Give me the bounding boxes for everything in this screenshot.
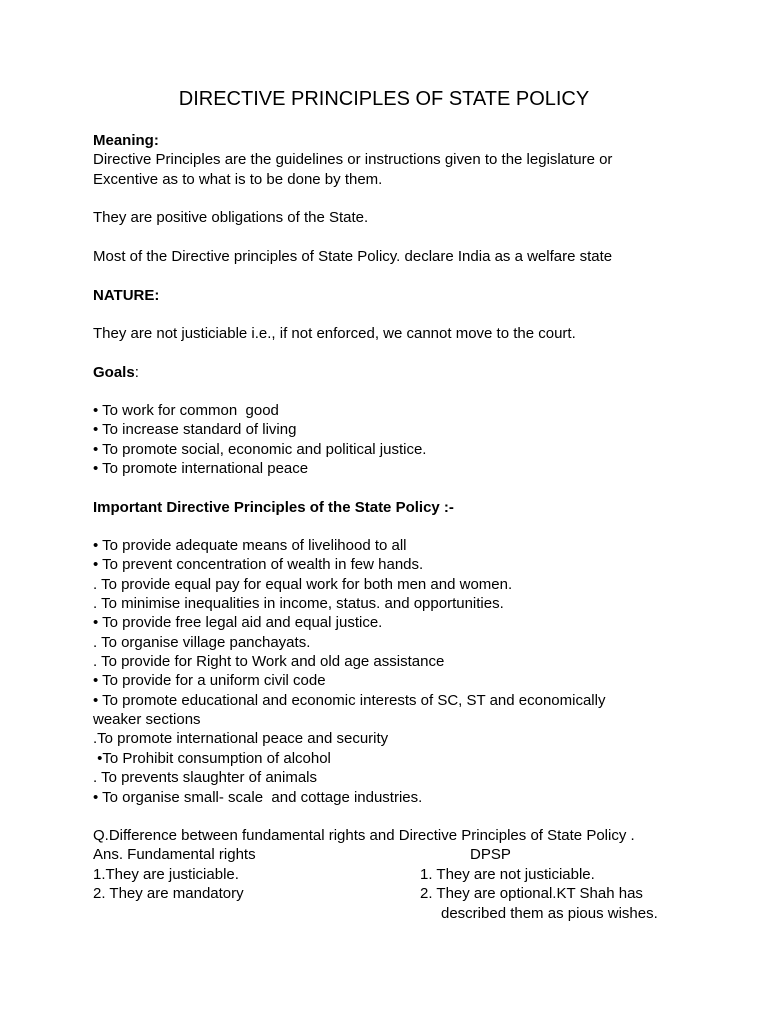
meaning-line-2: Excentive as to what is to be done by them. (93, 171, 383, 188)
dpsp-point-1: 1. They are not justiciable. (420, 866, 595, 883)
important-item: . To provide for Right to Work and old age assistance (93, 653, 445, 670)
fundamental-right-1: 1.They are justiciable. (93, 866, 239, 883)
answer-label-fundamental-rights: Ans. Fundamental rights (93, 846, 256, 863)
nature-text: They are not justiciable i.e., if not enforced, we cannot move to the court. (93, 325, 576, 342)
important-heading: Important Directive Principles of the State Policy :- (93, 499, 454, 516)
important-item: . To provide equal pay for equal work for both men and women. (93, 576, 513, 593)
goals-item: • To promote international peace (93, 460, 309, 477)
important-item: . To organise village panchayats. (93, 634, 311, 651)
goals-heading-line (93, 363, 139, 382)
important-item: weaker sections (93, 711, 201, 728)
important-item: • To promote educational and economic interests of SC, ST and economically (93, 692, 606, 709)
meaning-heading: Meaning: (93, 132, 159, 149)
answer-label-dpsp: DPSP (470, 846, 511, 863)
dpsp-point-2-continued: described them as pious wishes. (441, 905, 658, 922)
goals-colon: : (134, 364, 139, 381)
goals-heading: Goals (93, 364, 135, 381)
important-item: •To Prohibit consumption of alcohol (93, 750, 331, 767)
important-item: • To provide for a uniform civil code (93, 672, 326, 689)
dpsp-point-2: 2. They are optional.KT Shah has (420, 885, 643, 902)
page-title: DIRECTIVE PRINCIPLES OF STATE POLICY (178, 88, 590, 110)
meaning-paragraph-2: They are positive obligations of the State. (93, 209, 369, 226)
goals-item: • To increase standard of living (93, 421, 297, 438)
goals-item: • To promote social, economic and political justice. (93, 441, 427, 458)
difference-question: Q.Difference between fundamental rights and Directive Principles of State Policy . (93, 827, 635, 844)
fundamental-right-2: 2. They are mandatory (93, 885, 244, 902)
important-item: • To provide adequate means of livelihood to all (93, 537, 407, 554)
important-item: • To prevent concentration of wealth in few hands. (93, 556, 424, 573)
important-item: .To promote international peace and security (93, 730, 389, 747)
important-item: . To prevents slaughter of animals (93, 769, 318, 786)
goals-item: • To work for common good (93, 402, 279, 419)
important-item: • To provide free legal aid and equal justice. (93, 614, 383, 631)
meaning-paragraph-3: Most of the Directive principles of State Policy. declare India as a welfare state (93, 248, 613, 265)
nature-heading: NATURE: (93, 287, 160, 304)
important-item: . To minimise inequalities in income, status. and opportunities. (93, 595, 504, 612)
meaning-line-1: Directive Principles are the guidelines or instructions given to the legislature or (93, 151, 613, 168)
important-item: • To organise small- scale and cottage industries. (93, 789, 423, 806)
